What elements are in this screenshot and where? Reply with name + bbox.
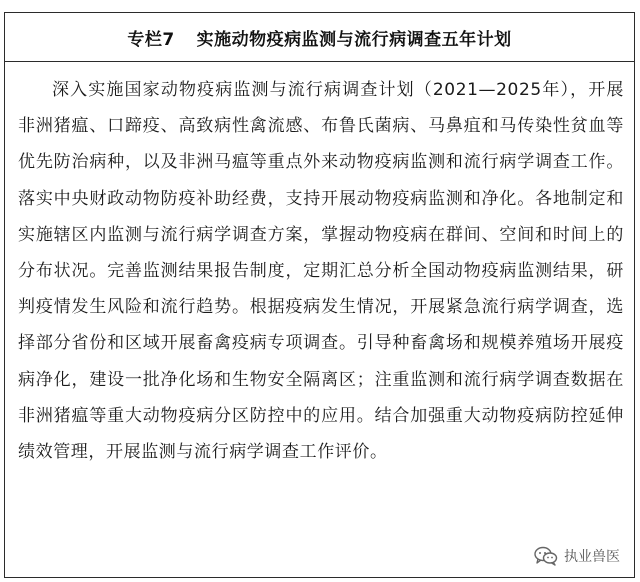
- watermark-text: 执业兽医: [564, 549, 620, 565]
- column-label: 专栏7: [127, 29, 175, 50]
- wechat-icon: [534, 546, 558, 566]
- column-body: 深入实施国家动物疫病监测与流行病调查计划（2021—2025年），开展非洲猪瘟、口蹄疫、高致病性禽流感、布鲁氏菌病、马鼻疽和马传染性贫血等优先防治病种，以及非洲马瘟等重点外来动物疫病监测和流行病学调查工作。落实中央财政动物防疫补助经费，支持开展动物疫病监测和净化。各地制定和实施辖区内监测与流行病学调查方案，掌握动物疫病在群间、空间和时间上的分布状况。完善监测结果报告制度，定期汇总分析全国动物疫病监测结果，研判疫情发生风险和流行趋势。根据疫病发生情况，开展紧急流行病学调查，选择部分省份和区域开展畜禽疫病专项调查。引导种畜禽场和规模养殖场开展疫病净化，建设一批净化场和生物安全隔离区；注重监测和流行病学调查数据在非洲猪瘟等重大动物疫病分区防控中的应用。结合加强重大动物疫病防控延伸绩效管理，开展监测与流行病学调查工作评价。: [18, 80, 624, 463]
- column-title: 实施动物疫病监测与流行病调查五年计划: [196, 29, 512, 50]
- watermark: [530, 544, 624, 568]
- column-box: [4, 12, 635, 578]
- column-header: [5, 13, 634, 62]
